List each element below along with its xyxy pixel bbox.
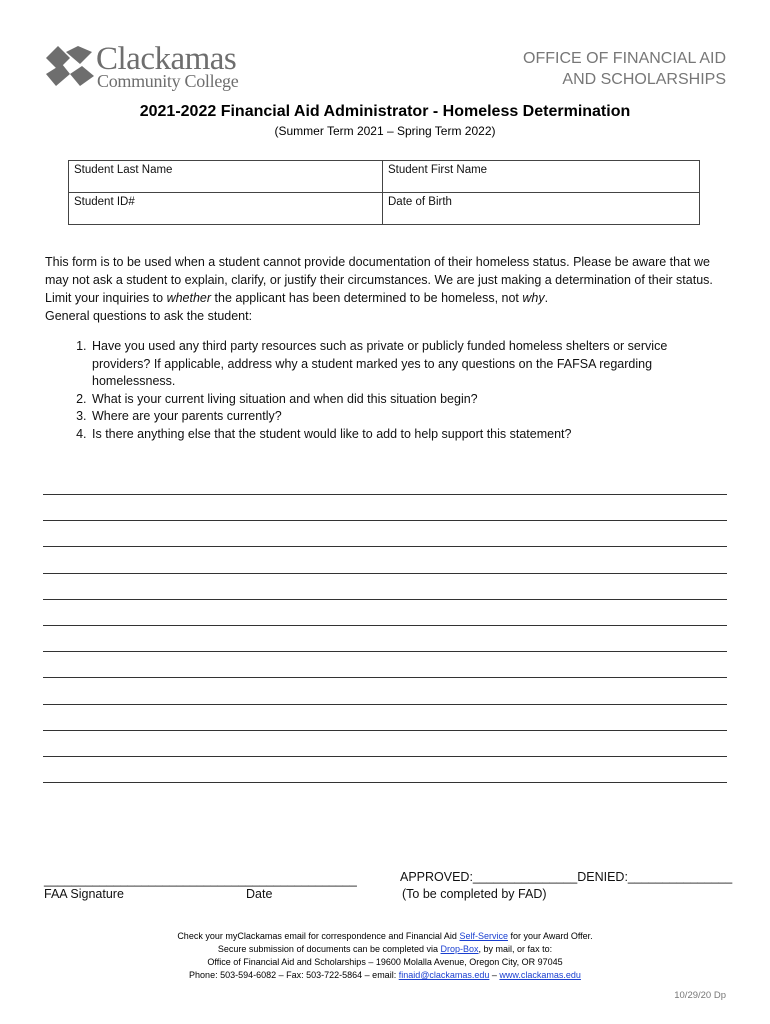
drop-box-link[interactable]: Drop-Box <box>440 944 479 954</box>
answer-lines[interactable] <box>43 494 727 808</box>
answer-line[interactable] <box>43 494 727 495</box>
answer-line[interactable] <box>43 704 727 705</box>
instructions-paragraph <box>45 253 735 307</box>
general-questions-heading: General questions to ask the student: <box>45 309 253 323</box>
answer-line[interactable] <box>43 782 727 783</box>
answer-line[interactable] <box>43 546 727 547</box>
footer <box>0 930 770 982</box>
answer-line[interactable] <box>43 520 727 521</box>
question-item: 3. Where are your parents currently? <box>90 408 710 426</box>
instructions-text-2: the applicant has been determined to be homeless, not <box>211 291 523 305</box>
answer-line[interactable] <box>43 625 727 626</box>
student-first-name-label: Student First Name <box>388 164 488 176</box>
instructions <box>45 253 735 325</box>
logo-name: Clackamas <box>96 41 237 77</box>
footer-text: , by mail, or fax to: <box>478 944 553 954</box>
student-id-label: Student ID# <box>74 196 135 208</box>
answer-line[interactable] <box>43 651 727 652</box>
question-item: 2. What is your current living situation and when did this situation begin? <box>90 391 710 409</box>
footer-text: Secure submission of documents can be completed via <box>217 944 441 954</box>
date-of-birth-label: Date of Birth <box>388 196 452 208</box>
date-of-birth-field[interactable] <box>383 193 700 225</box>
instructions-text-3: . <box>544 291 549 305</box>
answer-line[interactable] <box>43 756 727 757</box>
instructions-emphasis-whether: whether <box>166 291 212 305</box>
office-line-1: OFFICE OF FINANCIAL AID <box>523 50 726 67</box>
question-item: 1. Have you used any third party resources such as private or publicly funded homeless shelters or service providers? If applicable, address why a student marked yes to any questions on the FAFSA regarding homelessness. <box>90 338 710 391</box>
student-id-field[interactable] <box>69 193 383 225</box>
student-first-name-field[interactable] <box>383 161 700 193</box>
answer-line[interactable] <box>43 599 727 600</box>
website-link[interactable]: www.clackamas.edu <box>499 970 581 980</box>
questions-list <box>50 338 710 443</box>
footer-line-1 <box>0 930 770 943</box>
answer-line[interactable] <box>43 573 727 574</box>
self-service-link[interactable]: Self-Service <box>459 931 508 941</box>
student-last-name-field[interactable] <box>69 161 383 193</box>
footer-line-2 <box>0 943 770 956</box>
footer-text: for your Award Offer. <box>507 931 593 941</box>
question-item: 4. Is there anything else that the student would like to add to help support this statement? <box>90 426 710 444</box>
email-link[interactable]: finaid@clackamas.edu <box>398 970 490 980</box>
student-info-table <box>68 160 700 225</box>
footer-text: Check your myClackamas email for correspondence and Financial Aid <box>177 931 460 941</box>
form-subtitle: (Summer Term 2021 – Spring Term 2022) <box>274 124 496 138</box>
document-code: 10/29/20 Dp <box>674 990 726 1001</box>
signature-line[interactable]: _____________________________________________ <box>44 873 357 887</box>
office-header <box>523 48 726 90</box>
student-last-name-label: Student Last Name <box>74 164 173 176</box>
office-line-2: AND SCHOLARSHIPS <box>562 71 726 88</box>
form-title: 2021-2022 Financial Aid Administrator - Homeless Determination <box>139 103 631 120</box>
footer-text: – <box>489 970 500 980</box>
logo-mark-icon <box>44 44 94 88</box>
approval-denial-line[interactable]: APPROVED:_______________DENIED:_______________ <box>400 870 733 884</box>
footer-line-4 <box>0 969 770 982</box>
answer-line[interactable] <box>43 677 727 678</box>
logo-subtitle: Community College <box>97 71 239 91</box>
approval-note: (To be completed by FAD) <box>402 887 547 901</box>
footer-text: Phone: 503-594-6082 – Fax: 503-722-5864 – email: <box>189 970 399 980</box>
answer-line[interactable] <box>43 730 727 731</box>
college-logo <box>44 42 244 92</box>
instructions-text-1: This form is to be used when a student cannot provide documentation of their homeless status. Please be aware that we may not ask a student to explain, clarify, or justify their circumstances. We are just making a determination of their status. Limit your inquiries to <box>45 255 713 305</box>
footer-line-3: Office of Financial Aid and Scholarships – 19600 Molalla Avenue, Oregon City, OR 97045 <box>207 957 563 967</box>
date-label: Date <box>246 887 273 901</box>
faa-signature-label: FAA Signature <box>44 887 124 901</box>
instructions-emphasis-why: why <box>522 291 545 305</box>
